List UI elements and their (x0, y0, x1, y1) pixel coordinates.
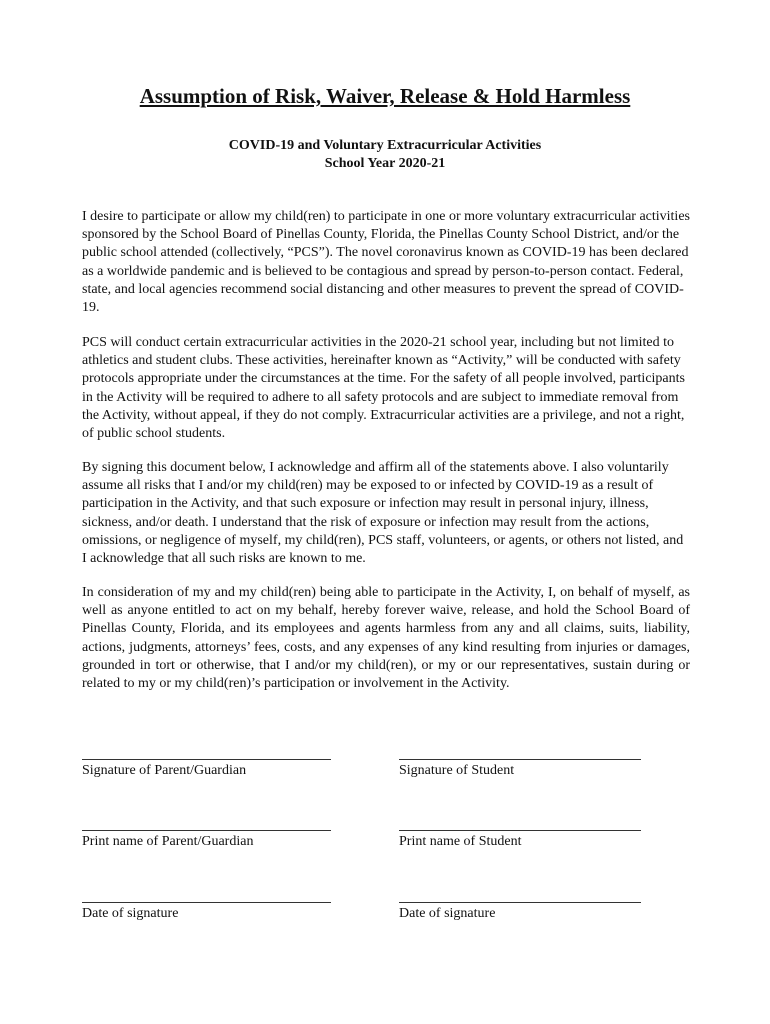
student-date-line[interactable] (399, 902, 641, 903)
parent-date-line[interactable] (82, 902, 331, 903)
parent-signature-label: Signature of Parent/Guardian (82, 763, 247, 778)
paragraph-safety-protocols: PCS will conduct certain extracurricular activities in the 2020-21 school year, including but not limited to athletics and student clubs. These activities, hereinafter known as “Activity,” will be conducted with safety protocols appropriate under the circumstances at the time. For the safety of all people involved, participants in the Activity will be required to adhere to all safety protocols and are subject to immediate removal from the Activity, without appeal, if they do not comply. Extracurricular activities are a privilege, and not a right, of public school students. (82, 335, 685, 442)
document-title: Assumption of Risk, Waiver, Release & Hold Harmless (139, 84, 631, 108)
parent-print-name-line[interactable] (82, 830, 331, 831)
parent-date-label: Date of signature (82, 906, 179, 921)
parent-signature-line[interactable] (82, 759, 331, 760)
student-print-name-line[interactable] (399, 830, 641, 831)
document-subtitle-school-year: School Year 2020-21 (324, 156, 446, 171)
paragraph-participation: I desire to participate or allow my child(ren) to participate in one or more voluntary extracurricular activities sponsored by the School Board of Pinellas County, Florida, the Pinellas County School District, and/or the public school attended (collectively, “PCS”). The novel coronavirus known as COVID-19 has been declared as a worldwide pandemic and is believed to be contagious and spread by person-to-person contact. Federal, state, and local agencies recommend social distancing and other measures to prevent the spread of COVID-19. (82, 209, 690, 316)
parent-print-name-label: Print name of Parent/Guardian (82, 834, 254, 849)
student-print-name-label: Print name of Student (399, 834, 522, 849)
paragraph-waiver-release: In consideration of my and my child(ren) being able to participate in the Activity, I, on behalf of myself, as well as anyone entitled to act on my behalf, hereby forever waive, release, and hold the School Board of Pinellas County, Florida, and its employees and agents harmless from any and all claims, suits, liability, actions, judgments, attorneys’ fees, costs, and any expenses of any kind resulting from injuries or damages, grounded in tort or otherwise, that I and/or my child(ren), or my or our representatives, sustain during or related to my or my child(ren)’s participation or involvement in the Activity. (82, 585, 690, 692)
student-signature-label: Signature of Student (399, 763, 515, 778)
document-subtitle-activities: COVID-19 and Voluntary Extracurricular Activities (228, 138, 542, 153)
student-signature-line[interactable] (399, 759, 641, 760)
paragraph-acknowledgement: By signing this document below, I acknowledge and affirm all of the statements above. I also voluntarily assume all risks that I and/or my child(ren) may be exposed to or infected by COVID-19 as a result of participation in the Activity, and that such exposure or infection may result in personal injury, illness, sickness, and/or death. I understand that the risk of exposure or infection may result from the actions, omissions, or negligence of myself, my child(ren), PCS staff, volunteers, or agents, or others not listed, and I acknowledge that all such risks are known to me. (82, 460, 684, 567)
student-date-label: Date of signature (399, 906, 496, 921)
